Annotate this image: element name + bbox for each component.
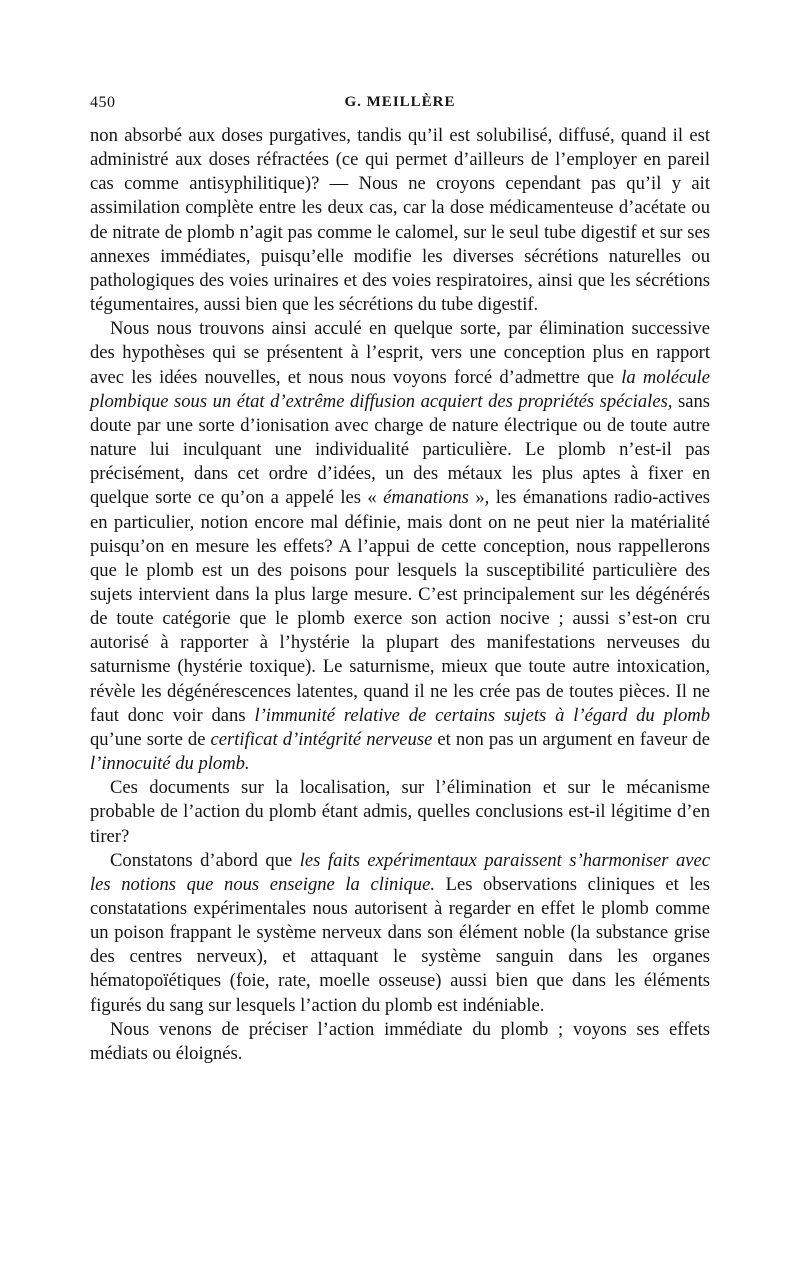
italic-run: les faits expérimentaux paraissent s’harmoniser avec les notions que nous enseigne la clinique. [90, 849, 710, 895]
text-run: Ces documents sur la localisation, sur l’élimination et sur le mécanisme probable de l’action du plomb étant admis, quelles conclusions est-il légitime d’en tirer? [90, 777, 710, 847]
text-run: Nous venons de préciser l’action immédiate du plomb ; voyons ses effets médiats ou éloignés. [90, 1018, 710, 1064]
text-run: Les observations cliniques et les constatations expérimentales nous autorisent à regarder en effet le plomb comme un poison frappant le système nerveux dans son élément noble (la substance grise des centres nerveux), et attaquant le système sanguin dans les organes hématopoïétiques (foie, rate, moelle osseuse) aussi bien que dans les éléments figurés du sang sur lesquels l’action du plomb est indéniable. [90, 873, 710, 1016]
text-run: et non pas un argument en faveur de [432, 728, 710, 750]
text-run: sans doute par une sorte d’ionisation avec charge de nature électrique ou de toute autre nature lui inculquant une individualité particulière. Le plomb n’est-il pas précisément, dans cet ordre d’idées, un des métaux les plus aptes à fixer en quelque sorte ce qu’on a appelé les « [90, 390, 710, 509]
paragraph-1 [90, 124, 710, 317]
paragraph-2 [90, 317, 710, 776]
paragraph-4 [90, 849, 710, 1018]
page-number: 450 [90, 94, 116, 111]
text-run: Constatons d’abord que [110, 849, 300, 871]
italic-run: la molécule plombique sous un état d’extrême diffusion acquiert des propriétés spéciales, [90, 366, 710, 412]
text-run: qu’une sorte de [90, 728, 211, 750]
paragraph-3 [90, 776, 710, 848]
italic-run: l’immunité relative de certains sujets à l’égard du plomb [254, 704, 710, 726]
running-head: G. MEILLÈRE [344, 94, 456, 110]
body-text [90, 124, 710, 1066]
text-run: », les émanations radio-actives en particulier, notion encore mal définie, mais dont on ne peut nier la matérialité puisqu’on en mesure les effets? A l’appui de cette conception, nous rappellerons que le plomb est un des poisons pour lesquels la susceptibilité particulière des sujets intervient dans la plus large mesure. C’est principalement sur les dégénérés de toute catégorie que le plomb exerce son action nocive ; aussi s’est-on cru autorisé à rapporter à l’hystérie la plupart des manifestations nerveuses du saturnisme (hystérie toxique). Le saturnisme, mieux que toute autre intoxication, révèle les dégénérescences latentes, quand il ne les crée pas de toutes pièces. Il ne faut donc voir dans [90, 487, 710, 726]
italic-run: certificat d’intégrité nerveuse [210, 728, 433, 750]
text-run: Nous nous trouvons ainsi acculé en quelque sorte, par élimination successive des hypothèses qui se présentent à l’esprit, vers une conception plus en rapport avec les idées nouvelles, et nous nous voyons forcé d’admettre que [90, 318, 710, 388]
text-run: non absorbé aux doses purgatives, tandis qu’il est solubilisé, diffusé, quand il est administré aux doses réfractées (ce qui permet d’ailleurs de l’employer en pareil cas comme antisyphilitique)? — Nous ne croyons cependant pas qu’il y ait assimilation complète entre les deux cas, car la dose médicamenteuse d’acétate ou de nitrate de plomb n’agit pas comme le calomel, sur le seul tube digestif et sur ses annexes immédiates, puisqu’elle modifie les diverses sécrétions naturelles ou pathologiques des voies urinaires et des voies respiratoires, ainsi que les sécrétions tégumentaires, aussi bien que les sécrétions du tube digestif. [90, 125, 710, 316]
italic-run: émanations [383, 487, 469, 509]
italic-run: l’innocuité du plomb. [90, 753, 250, 775]
paragraph-5 [90, 1018, 710, 1066]
page-header [90, 94, 710, 118]
